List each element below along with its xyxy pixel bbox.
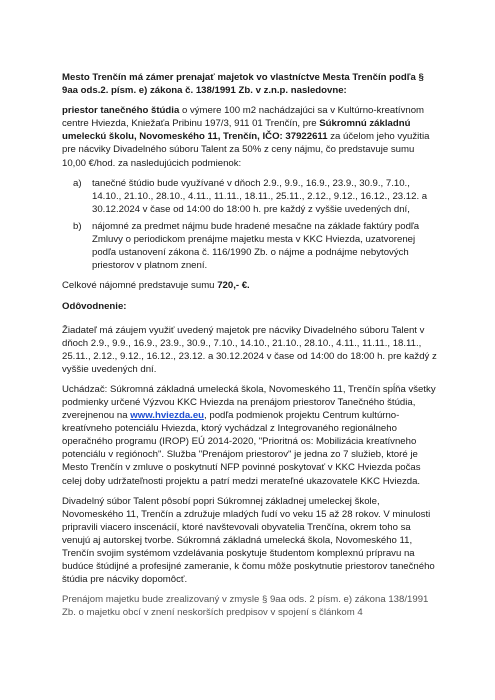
hviezda-website-link[interactable]: www.hviezda.eu (130, 410, 205, 422)
total-rent-amount: 720,- €. (217, 280, 250, 292)
condition-marker: a) (73, 177, 82, 189)
intro-text-2: za účelom jeho využitia pre nácviky Divadelného súboru Talent za 50% z ceny nájmu, čo predstavuje sumu 10,00 €/hod. za nasledujúcich podmienok: (62, 131, 430, 169)
conditions-list (62, 177, 438, 273)
reasoning-paragraph-1: Žiadateľ má záujem využiť uvedený majetok pre nácviky Divadelného súboru Talent v dňoch 2.9., 9.9., 16.9., 23.9., 30.9., 7.10., 14.10., 21.10., 28.10., 4.11., 11.11., 18.11., 25.11., 2.12., 9.12., 16.12., 23.12. a 30.12.2024 v čase od 14:00 do 18:00 h. pre každý z vyššie uvedených dní. (62, 324, 437, 375)
document-body (62, 71, 438, 626)
total-rent-text: Celkové nájomné predstavuje sumu (62, 280, 218, 292)
reasoning-paragraph-4: Prenájom majetku bude zrealizovaný v zmysle § 9aa ods. 2 písm. e) zákona 138/1991 Zb. o majetku obcí v znení neskorších predpisov v spojení s článkom 4 (62, 594, 429, 619)
intro-paragraph (62, 104, 438, 169)
condition-item (73, 220, 438, 272)
reasoning-text-2a: Uchádzač: Súkromná základná umelecká škola, Novomeského 11, Trenčín spĺňa všetky podmienky určené Výzvou KKC Hviezda na prenájom priestorov Tanečného štúdia, zverejnenou na (62, 383, 436, 422)
reasoning-text-2b: , podľa podmienok projektu Centrum kultúrno-kreatívneho potenciálu Hviezda, ktorý vychádzal z Integrovaného regionálneho operačného programu (IROP) EÚ 2014-2020, "Prioritná os: Mobilizácia kreatívneho potenciálu v regiónoch". Služba "Prenájom priestorov" je jedna zo 7 služieb, ktoré je Mesto Trenčín v zmluve o poskytnutí NFP povinné poskytovať v KKC Hviezda počas celej doby udržateľnosti projektu a patrí medzi merateľné ukazovatele KKC Hviezda. (62, 410, 421, 487)
tenant-name: Súkromnú základnú umeleckú školu, Novomeského 11, Trenčín, IČO: 37922611 (62, 118, 411, 143)
intro-text-1: o výmere 100 m2 nachádzajúci sa v Kultúrno-kreatívnom centre Hviezda, Kniežaťa Pribinu 197/3, 911 01 Trenčín, pre (62, 105, 425, 130)
total-rent (62, 279, 438, 292)
premises-name: priestor tanečného štúdia (62, 105, 180, 117)
reasoning-paragraph-3: Divadelný súbor Talent pôsobí popri Súkromnej základnej umeleckej škole, Novomeského 11, Trenčín a združuje mladých ľudí vo veku 15 až 28 rokov. V minulosti pripravili viacero inscenácií, ktoré navštevovali obyvatelia Trenčína, okrem toho sa venujú aj autorskej tvorbe. Súkromná základná umelecká škola, Novomeského 11, Trenčín svojim systémom vzdelávania poskytuje študentom komplexnú prípravu na budúce štúdijné a profesijné zameranie, k čomu môže poskytnutie priestorov tanečného štúdia pre nácviky dopomôcť. (62, 495, 435, 586)
document-heading: Mesto Trenčín má zámer prenajať majetok vo vlastníctve Mesta Trenčín podľa § 9aa ods.2. písm. e) zákona č. 138/1991 Zb. v z.n.p. nasledovne: (62, 72, 424, 97)
condition-text: nájomné za predmet nájmu bude hradené mesačne na základe faktúry podľa Zmluvy o periodickom prenájme majetku mesta v KKC Hviezda, uzatvorenej podľa ustanovení zákona č. 116/1990 Zb. o nájme a podnájme nebytových priestorov v platnom znení. (92, 220, 420, 272)
condition-marker: b) (73, 220, 82, 232)
reasoning-paragraph-2 (62, 383, 438, 488)
condition-text: tanečné štúdio bude využívané v dňoch 2.9., 9.9., 16.9., 23.9., 30.9., 7.10., 14.10., 21.10., 28.10., 4.11., 11.11., 18.11., 25.11., 2.12., 9.12., 16.12., 23.12. a 30.12.2024 v čase od 14:00 do 18:00 h. pre každý z vyššie uvedených dní, (92, 177, 428, 215)
reasoning-title: Odôvodnenie: (62, 301, 127, 313)
condition-item (73, 177, 438, 216)
